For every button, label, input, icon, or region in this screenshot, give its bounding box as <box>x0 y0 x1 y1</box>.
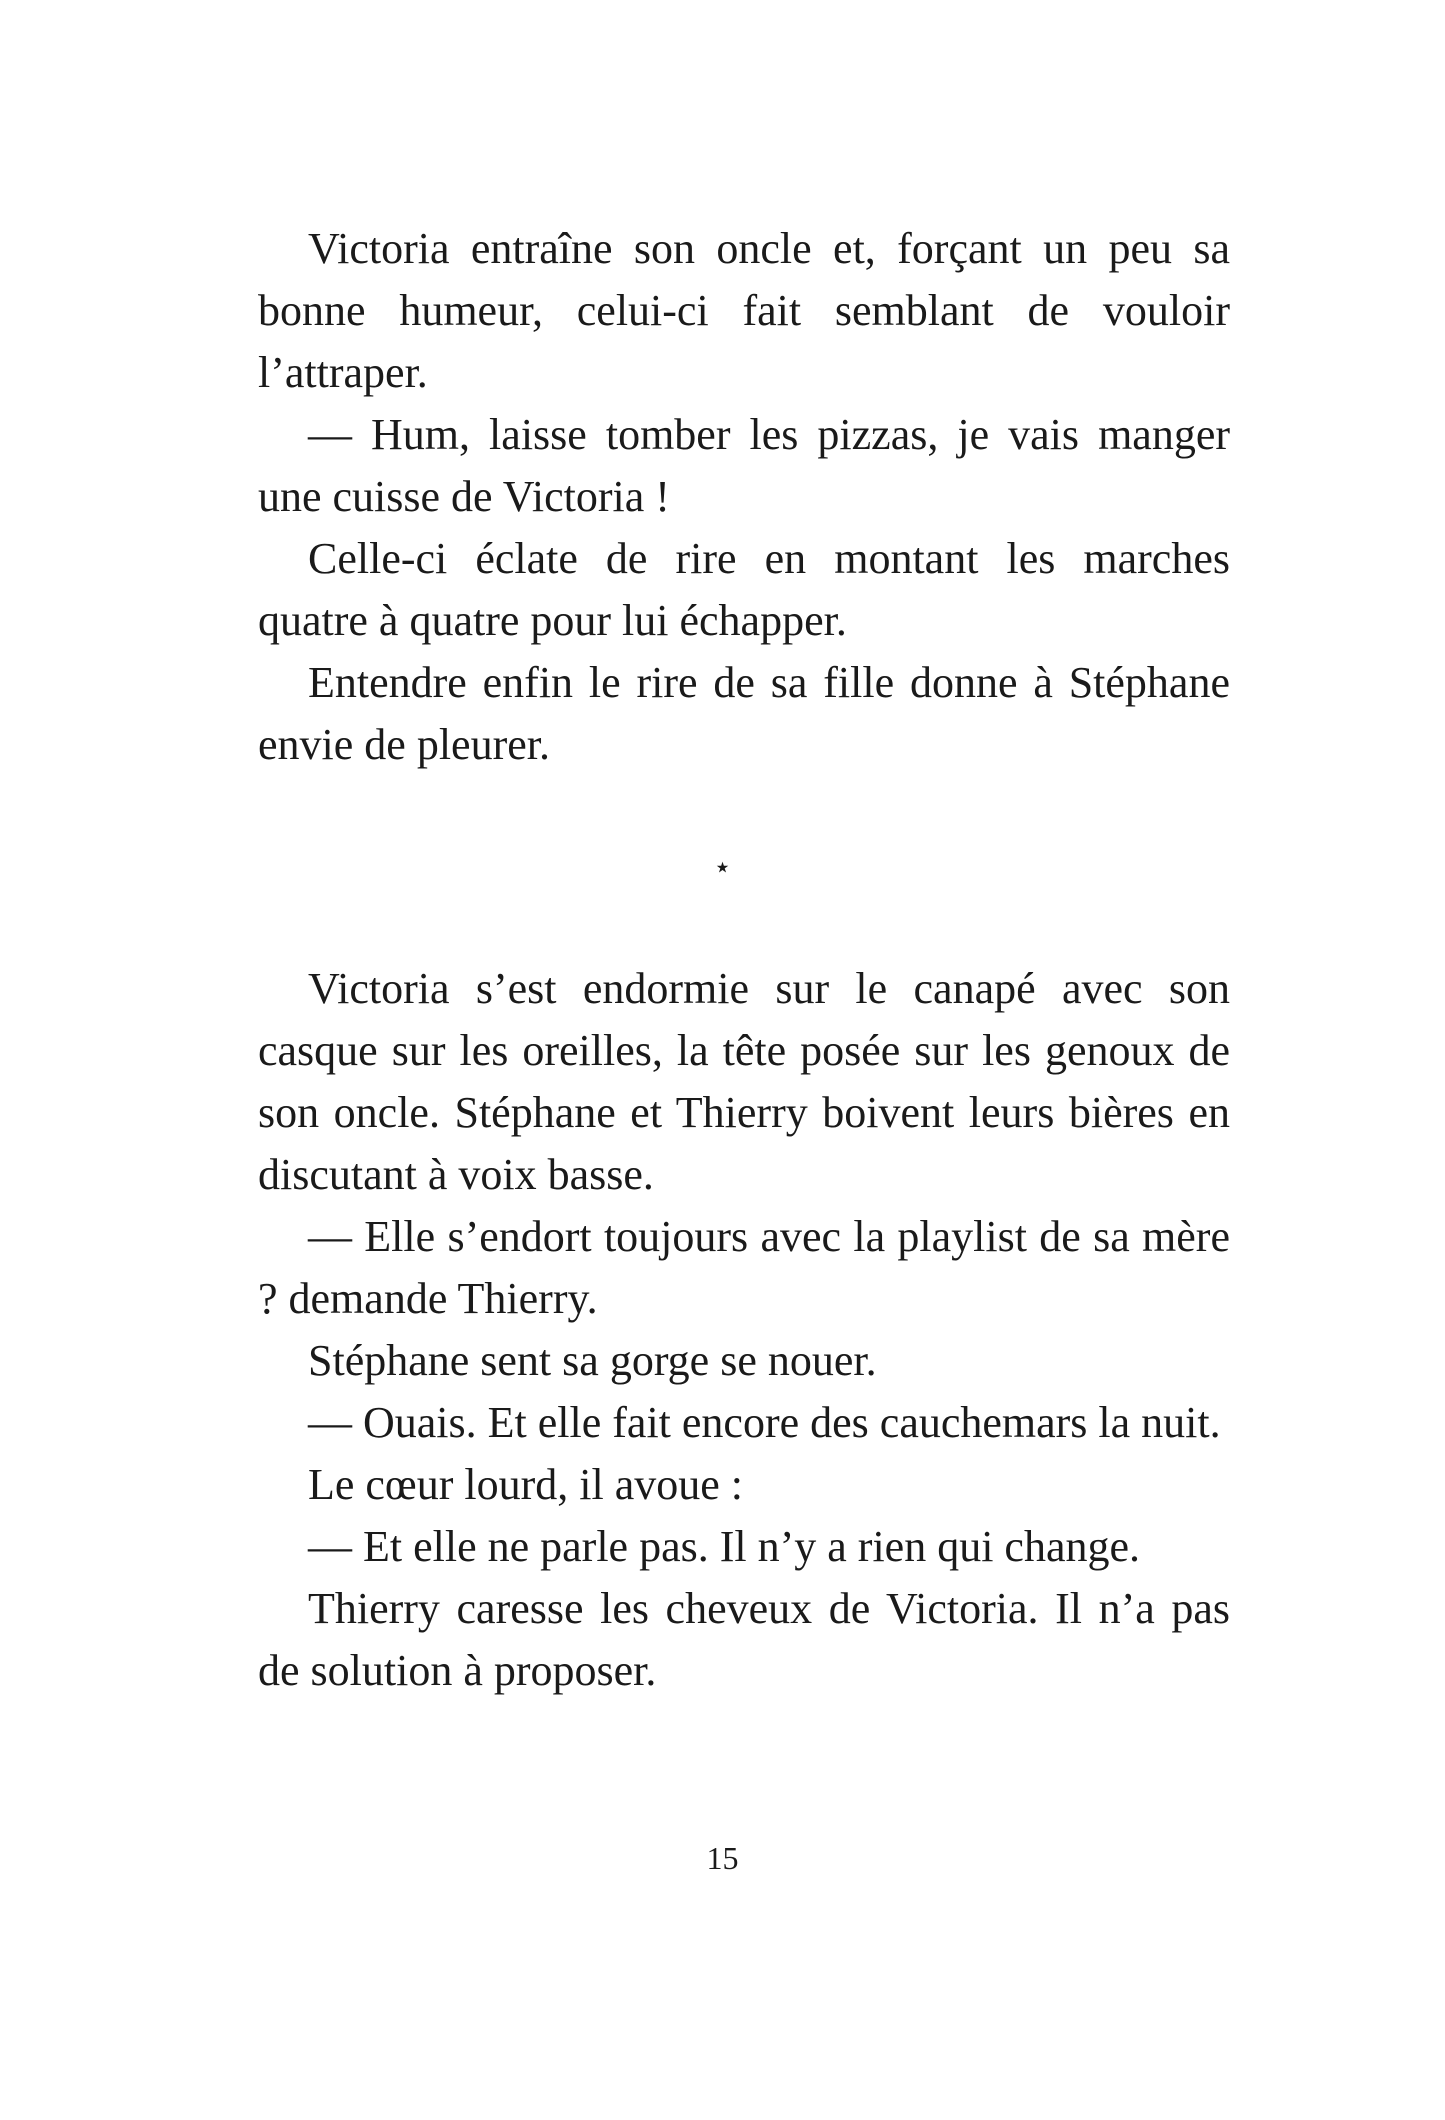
dialogue-line: — Et elle ne parle pas. Il n’y a rien qui change. <box>308 1522 1141 1571</box>
paragraph: Entendre enfin le rire de sa fille donne à Stéphane envie de pleurer. <box>258 658 1230 769</box>
text-section-2 <box>258 958 1230 1702</box>
paragraph: Le cœur lourd, il avoue : <box>308 1460 743 1509</box>
paragraph: Victoria s’est endormie sur le canapé avec son casque sur les oreilles, la tête posée sur les genoux de son oncle. Stéphane et Thierry boivent leurs bières en discutant à voix basse. <box>258 964 1230 1199</box>
dialogue-line: — Ouais. Et elle fait encore des cauchemars la nuit. <box>308 1398 1221 1447</box>
paragraph: Thierry caresse les cheveux de Victoria. Il n’a pas de solution à proposer. <box>258 1584 1230 1695</box>
text-section-1 <box>258 218 1230 776</box>
paragraph: Victoria entraîne son oncle et, forçant un peu sa bonne humeur, celui-ci fait semblant de vouloir l’attraper. <box>258 224 1230 397</box>
dialogue-line: — Elle s’endort toujours avec la playlist de sa mère ? demande Thierry. <box>258 1212 1230 1323</box>
section-separator-star: ⋆ <box>713 851 732 884</box>
dialogue-line: — Hum, laisse tomber les pizzas, je vais manger une cuisse de Victoria ! <box>258 410 1230 521</box>
paragraph: Celle-ci éclate de rire en montant les marches quatre à quatre pour lui échapper. <box>258 534 1230 645</box>
paragraph: Stéphane sent sa gorge se nouer. <box>308 1336 877 1385</box>
page-number: 15 <box>706 1840 739 1876</box>
